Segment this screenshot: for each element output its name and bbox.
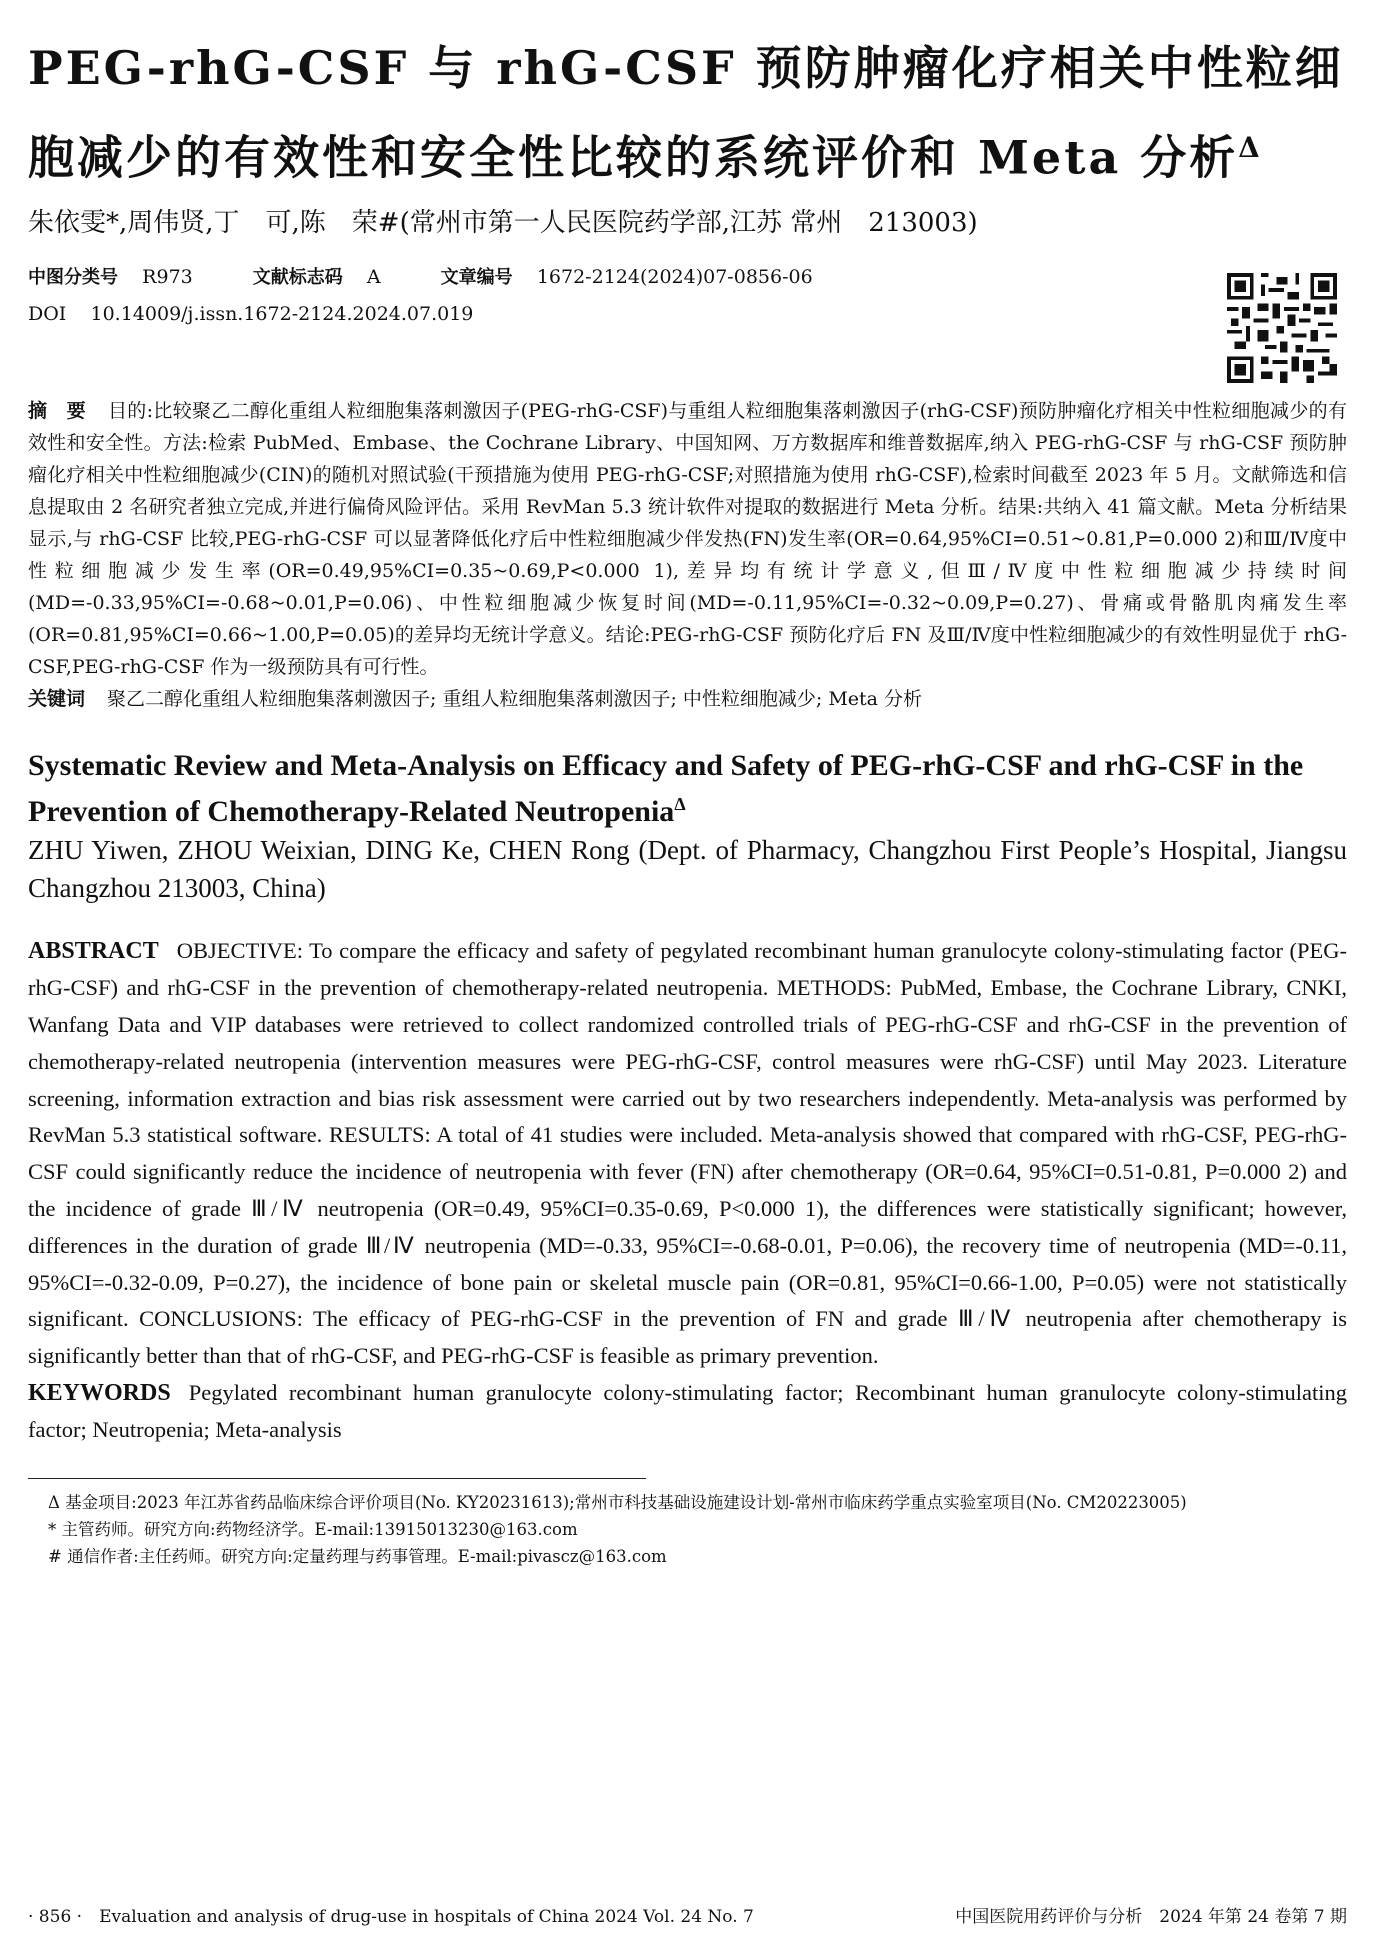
footnote-first-author: * 主管药师。研究方向:药物经济学。E-mail:13915013230@163.com	[48, 1520, 578, 1540]
chinese-title-text: PEG-rhG-CSF 与 rhG-CSF 预防肿瘤化疗相关中性粒细胞减少的有效性和安全性比较的系统评价和 Meta 分析	[28, 41, 1344, 185]
doi-value[interactable]: 10.14009/j.issn.1672-2124.2024.07.019	[90, 303, 474, 326]
page-footer	[28, 1902, 1347, 1927]
article-meta	[28, 259, 1347, 375]
class-value: R973	[142, 266, 193, 289]
footnote-corresponding-author: # 通信作者:主任药师。研究方向:定量药理与药事管理。E-mail:pivascz@163.com	[48, 1547, 667, 1567]
article-page	[28, 28, 1347, 1570]
english-keywords	[28, 1375, 1347, 1449]
chinese-keywords-text: 聚乙二醇化重组人粒细胞集落刺激因子; 重组人粒细胞集落刺激因子; 中性粒细胞减少; Meta 分析	[107, 688, 923, 711]
chinese-keywords	[28, 683, 1347, 715]
footer-left: · 856 · Evaluation and analysis of drug-use in hospitals of China 2024 Vol. 24 No. 7	[28, 1907, 754, 1927]
chinese-abstract-label: 摘 要	[28, 400, 86, 423]
footnote-funding: Δ 基金项目:2023 年江苏省药品临床综合评价项目(No. KY20231613);常州市科技基础设施建设计划-常州市临床药学重点实验室项目(No. CM20223005)	[48, 1493, 1187, 1513]
chinese-title	[28, 28, 1347, 197]
english-abstract-text: OBJECTIVE: To compare the efficacy and safety of pegylated recombinant human granulocyte colony-stimulating factor (PEG-rhG-CSF) and rhG-CSF in the prevention of chemotherapy-related neutropenia. METHODS: PubMed, Embase, the Cochrane Library, CNKI, Wanfang Data and VIP databases were retrieved to collect randomized controlled trials of PEG-rhG-CSF and rhG-CSF in the prevention of chemotherapy-related neutropenia (intervention measures were PEG-rhG-CSF, control measures were rhG-CSF) until May 2023. Literature screening, information extraction and bias risk assessment were carried out by two researchers independently. Meta-analysis was performed by RevMan 5.3 statistical software. RESULTS: A total of 41 studies were included. Meta-analysis showed that compared with rhG-CSF, PEG-rhG-CSF could significantly reduce the incidence of neutropenia with fever (FN) after chemotherapy (OR=0.64, 95%CI=0.51-0.81, P=0.000 2) and the incidence of grade Ⅲ/Ⅳ neutropenia (OR=0.49, 95%CI=0.35-0.69, P<0.000 1), the differences were statistically significant; however, differences in the duration of grade Ⅲ/Ⅳ neutropenia (MD=-0.33, 95%CI=-0.68-0.01, P=0.06), the recovery time of neutropenia (MD=-0.11, 95%CI=-0.32-0.09, P=0.27), the incidence of bone pain or skeletal muscle pain (OR=0.81, 95%CI=0.66-1.00, P=0.05) were not statistically significant. CONCLUSIONS: The efficacy of PEG-rhG-CSF in the prevention of FN and grade Ⅲ/Ⅳ neutropenia after chemotherapy is significantly better than that of rhG-CSF, and PEG-rhG-CSF is feasible as primary prevention.	[28, 938, 1347, 1369]
chinese-abstract	[28, 395, 1347, 683]
doc-code-value: A	[366, 266, 381, 289]
article-number-label: 文章编号	[440, 267, 513, 289]
article-number-value: 1672-2124(2024)07-0856-06	[536, 266, 813, 289]
english-abstract	[28, 933, 1347, 1375]
qr-code-icon[interactable]	[1227, 273, 1337, 383]
english-title	[28, 747, 1347, 831]
english-keywords-label: KEYWORDS	[28, 1379, 171, 1406]
chinese-authors: 朱依雯*,周伟贤,丁 可,陈 荣#(常州市第一人民医院药学部,江苏 常州 213003)	[28, 208, 978, 239]
chinese-title-mark: Δ	[1238, 131, 1263, 164]
doi-label: DOI	[28, 303, 67, 326]
english-keywords-text: Pegylated recombinant human granulocyte colony-stimulating factor; Recombinant human granulocyte colony-stimulating factor; Neutropenia; Meta-analysis	[28, 1379, 1347, 1442]
english-abstract-label: ABSTRACT	[28, 938, 159, 965]
class-label: 中图分类号	[28, 267, 118, 289]
english-title-mark: Δ	[674, 794, 686, 815]
footnote-divider	[28, 1478, 646, 1479]
english-title-text: Systematic Review and Meta-Analysis on Efficacy and Safety of PEG-rhG-CSF and rhG-CSF in the Prevention of Chemotherapy-Related Neutropenia	[28, 749, 1304, 829]
footer-right: 中国医院用药评价与分析 2024 年第 24 卷第 7 期	[955, 1907, 1347, 1927]
english-authors: ZHU Yiwen, ZHOU Weixian, DING Ke, CHEN Rong (Dept. of Pharmacy, Changzhou First People’s Hospital, Jiangsu Changzhou 213003, China)	[28, 835, 1347, 904]
chinese-abstract-text: 目的:比较聚乙二醇化重组人粒细胞集落刺激因子(PEG-rhG-CSF)与重组人粒细胞集落刺激因子(rhG-CSF)预防肿瘤化疗相关中性粒细胞减少的有效性和安全性。方法:检索 PubMed、Embase、the Cochrane Library、中国知网、万方数据库和维普数据库,纳入 PEG-rhG-CSF 与 rhG-CSF 预防肿瘤化疗相关中性粒细胞减少(CIN)的随机对照试验(干预措施为使用 PEG-rhG-CSF;对照措施为使用 rhG-CSF),检索时间截至 2023 年 5 月。文献筛选和信息提取由 2 名研究者独立完成,并进行偏倚风险评估。采用 RevMan 5.3 统计软件对提取的数据进行 Meta 分析。结果:共纳入 41 篇文献。Meta 分析结果显示,与 rhG-CSF 比较,PEG-rhG-CSF 可以显著降低化疗后中性粒细胞减少伴发热(FN)发生率(OR=0.64,95%CI=0.51~0.81,P=0.000 2)和Ⅲ/Ⅳ度中性粒细胞减少发生率(OR=0.49,95%CI=0.35~0.69,P<0.000 1),差异均有统计学意义,但Ⅲ/Ⅳ度中性粒细胞减少持续时间(MD=-0.33,95%CI=-0.68~0.01,P=0.06)、中性粒细胞减少恢复时间(MD=-0.11,95%CI=-0.32~0.09,P=0.27)、骨痛或骨骼肌肉痛发生率(OR=0.81,95%CI=0.66~1.00,P=0.05)的差异均无统计学意义。结论:PEG-rhG-CSF 预防化疗后 FN 及Ⅲ/Ⅳ度中性粒细胞减少的有效性明显优于 rhG-CSF,PEG-rhG-CSF 作为一级预防具有可行性。	[28, 400, 1347, 679]
doi-row	[28, 296, 1347, 332]
doc-code-label: 文献标志码	[252, 267, 343, 289]
chinese-keywords-label: 关键词	[28, 688, 86, 711]
footnotes	[28, 1489, 1347, 1570]
classification-row	[28, 259, 1347, 296]
